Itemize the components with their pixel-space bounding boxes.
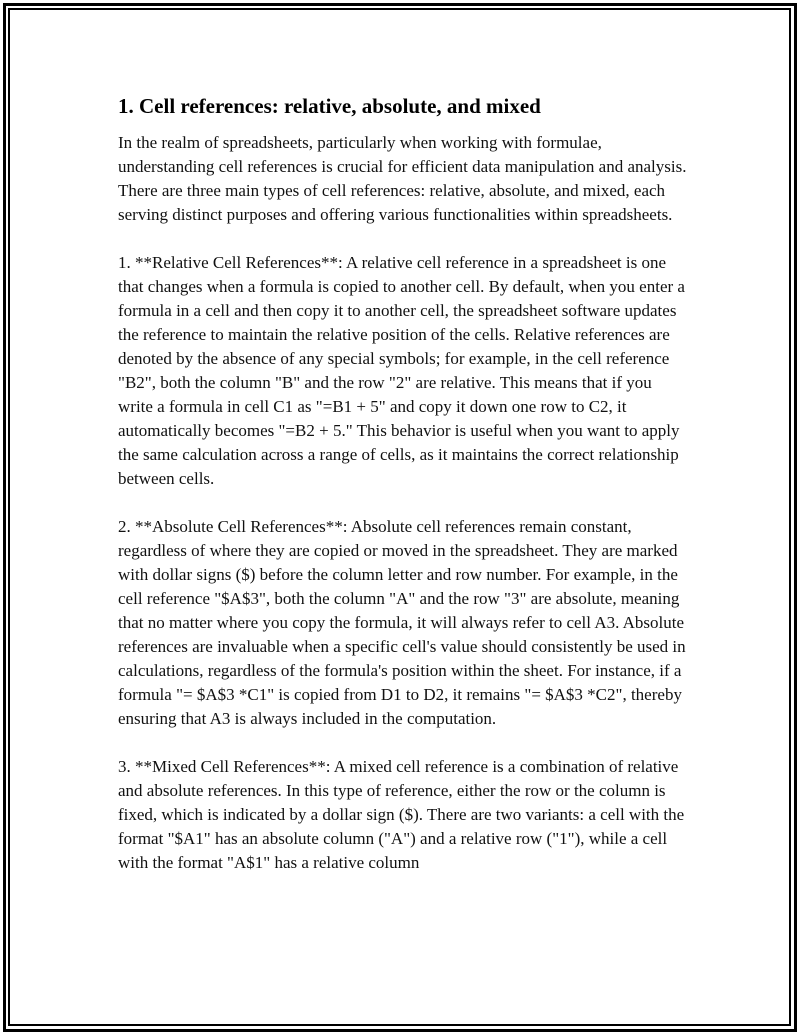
intro-paragraph: In the realm of spreadsheets, particularly when working with formulae, understanding cell references is crucial for efficient data manipulation and analysis. There are three main types of cell references: relative, absolute, and mixed, each serving distinct purposes and offering various functionalities within spreadsheets.	[118, 133, 687, 224]
mixed-references-paragraph: 3. **Mixed Cell References**: A mixed cell reference is a combination of relative and absolute references. In this type of reference, either the row or the column is fixed, which is indicated by a dollar sign ($). There are two variants: a cell with the format "$A1" has an absolute column ("A") and a relative row ("1"), while a cell with the format "A$1" has a relative column	[118, 757, 685, 872]
section-heading: 1. Cell references: relative, absolute, and mixed	[118, 94, 541, 118]
absolute-references-paragraph: 2. **Absolute Cell References**: Absolute cell references remain constant, regardless of where they are copied or moved in the spreadsheet. They are marked with dollar signs ($) before the column letter and row number. For example, in the cell reference "$A$3", both the column "A" and the row "3" are absolute, meaning that no matter where you copy the formula, it will always refer to cell A3. Absolute references are invaluable when a specific cell's value should consistently be used in calculations, regardless of the formula's position within the sheet. For instance, if a formula "= $A$3 *C1" is copied from D1 to D2, it remains "= $A$3 *C2", thereby ensuring that A3 is always included in the computation.	[118, 517, 686, 728]
relative-references-paragraph: 1. **Relative Cell References**: A relative cell reference in a spreadsheet is one that changes when a formula is copied to another cell. By default, when you enter a formula in a cell and then copy it to another cell, the spreadsheet software updates the reference to maintain the relative position of the cells. Relative references are denoted by the absence of any special symbols; for example, in the cell reference "B2", both the column "B" and the row "2" are relative. This means that if you write a formula in cell C1 as "=B1 + 5" and copy it down one row to C2, it automatically becomes "=B2 + 5." This behavior is useful when you want to apply the same calculation across a range of cells, as it maintains the correct relationship between cells.	[118, 253, 685, 488]
document-body	[118, 93, 688, 875]
